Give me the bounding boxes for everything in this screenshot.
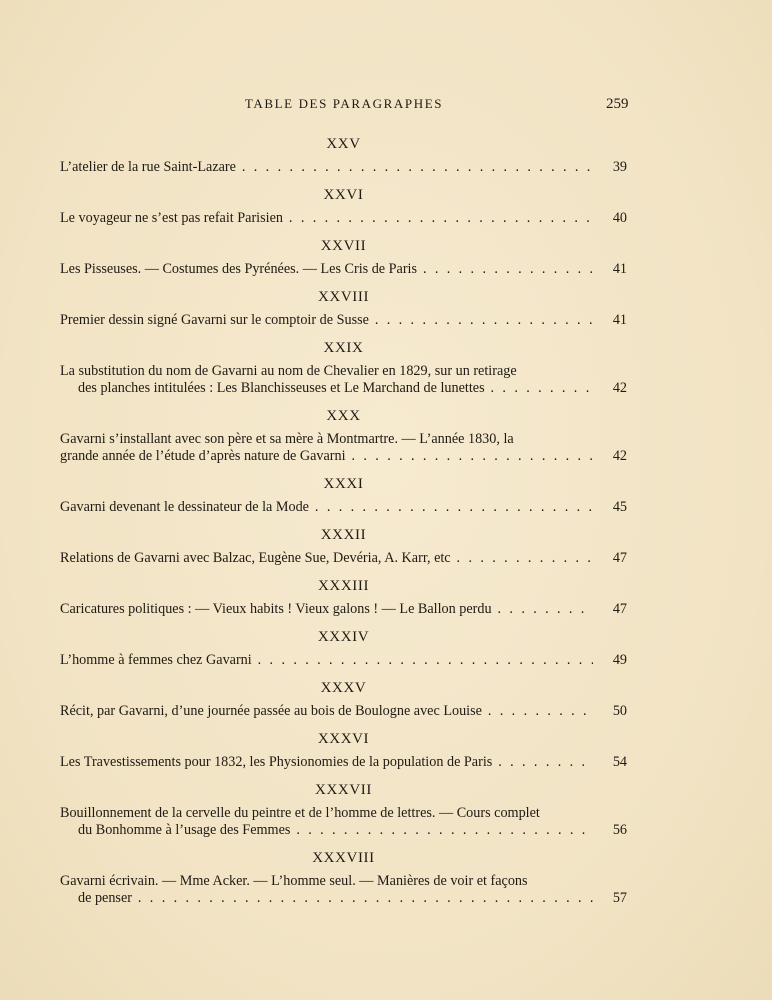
entry-title: Récit, par Gavarni, d’une journée passée au bois de Boulogne avec Louise <box>60 703 482 719</box>
entry-page-number: 41 <box>612 261 627 277</box>
entry-page-number: 50 <box>612 703 627 719</box>
leader-dots <box>290 822 593 838</box>
toc-section <box>60 476 627 516</box>
entry-title: de penser <box>78 890 132 906</box>
entry-page-number: 41 <box>612 312 627 328</box>
toc-section <box>60 850 627 907</box>
leader-dots <box>309 499 593 515</box>
toc-section <box>60 187 627 227</box>
leader-dots <box>236 159 593 175</box>
leader-dots <box>369 312 593 328</box>
toc-entry[interactable] <box>60 601 627 618</box>
section-numeral: XXXI <box>323 476 364 492</box>
entry-title: Les Travestissements pour 1832, les Physionomies de la population de Paris <box>60 754 493 770</box>
toc-section <box>60 527 627 567</box>
toc-entry[interactable] <box>60 652 627 669</box>
section-numeral: XXXVIII <box>312 850 375 866</box>
entry-page-number: 47 <box>612 550 627 566</box>
entry-title: Les Pisseuses. — Costumes des Pyrénées. — Les Cris de Paris <box>60 261 418 277</box>
section-numeral: XXXV <box>320 680 367 696</box>
entry-title-first-line: Bouillonnement de la cervelle du peintre et de l’homme de lettres. — Cours complet <box>60 805 540 821</box>
section-numeral: XXV <box>326 136 361 152</box>
toc-entry[interactable] <box>60 822 627 839</box>
toc-section <box>60 782 627 839</box>
section-numeral: XXVI <box>323 187 364 203</box>
toc-entry[interactable] <box>60 703 627 720</box>
entry-page-number: 47 <box>612 601 627 617</box>
entry-title-first-line: Gavarni écrivain. — Mme Acker. — L’homme seul. — Manières de voir et façons <box>60 873 528 889</box>
entry-title: Premier dessin signé Gavarni sur le comptoir de Susse <box>60 312 369 328</box>
entry-title: Gavarni devenant le dessinateur de la Mode <box>60 499 309 515</box>
running-header <box>0 96 772 116</box>
toc-entry[interactable] <box>60 261 627 278</box>
header-page-number: 259 <box>606 96 629 112</box>
section-numeral: XXVII <box>320 238 367 254</box>
entry-page-number: 40 <box>612 210 627 226</box>
toc-section <box>60 408 627 465</box>
toc-entry[interactable] <box>60 210 627 227</box>
leader-dots <box>492 601 593 617</box>
leader-dots <box>346 448 593 464</box>
entry-page-number: 45 <box>612 499 627 515</box>
section-numeral: XXIX <box>323 340 364 356</box>
leader-dots <box>252 652 593 668</box>
toc-entry[interactable] <box>60 550 627 567</box>
section-numeral: XXXIII <box>317 578 370 594</box>
section-numeral: XXVIII <box>317 289 370 305</box>
toc-section <box>60 578 627 618</box>
section-numeral: XXXIV <box>317 629 370 645</box>
toc-section <box>60 731 627 771</box>
entry-page-number: 39 <box>612 159 627 175</box>
entry-title: Le voyageur ne s’est pas refait Parisien <box>60 210 283 226</box>
entry-title: grande année de l’étude d’après nature de Gavarni <box>60 448 346 464</box>
toc-section <box>60 340 627 397</box>
leader-dots <box>451 550 593 566</box>
entry-page-number: 42 <box>612 448 627 464</box>
toc-section <box>60 629 627 669</box>
toc-entry[interactable] <box>60 499 627 516</box>
table-of-paragraphs <box>60 136 627 918</box>
toc-entry[interactable] <box>60 448 627 465</box>
section-numeral: XXXVII <box>315 782 372 798</box>
section-numeral: XXXII <box>320 527 367 543</box>
entry-title: du Bonhomme à l’usage des Femmes <box>78 822 291 838</box>
entry-title: Relations de Gavarni avec Balzac, Eugène Sue, Devéria, A. Karr, etc <box>60 550 451 566</box>
toc-section <box>60 136 627 176</box>
toc-section <box>60 289 627 329</box>
entry-title: Caricatures politiques : — Vieux habits ! Vieux galons ! — Le Ballon perdu <box>60 601 492 617</box>
section-numeral: XXX <box>326 408 361 424</box>
entry-title: L’atelier de la rue Saint-Lazare <box>60 159 236 175</box>
entry-page-number: 56 <box>612 822 627 838</box>
entry-title-first-line: La substitution du nom de Gavarni au nom de Chevalier en 1829, sur un retirage <box>60 363 517 379</box>
entry-title: L’homme à femmes chez Gavarni <box>60 652 252 668</box>
leader-dots <box>485 380 593 396</box>
toc-entry[interactable] <box>60 312 627 329</box>
entry-page-number: 49 <box>612 652 627 668</box>
toc-entry[interactable] <box>60 890 627 907</box>
toc-section <box>60 238 627 278</box>
header-title: TABLE DES PARAGRAPHES <box>244 96 444 111</box>
leader-dots <box>492 754 593 770</box>
toc-entry[interactable] <box>60 380 627 397</box>
toc-entry[interactable] <box>60 754 627 771</box>
entry-page-number: 42 <box>612 380 627 396</box>
leader-dots <box>417 261 593 277</box>
toc-entry[interactable] <box>60 159 627 176</box>
section-numeral: XXXVI <box>317 731 370 747</box>
entry-title-first-line: Gavarni s’installant avec son père et sa mère à Montmartre. — L’année 1830, la <box>60 431 514 447</box>
leader-dots <box>132 890 593 906</box>
toc-section <box>60 680 627 720</box>
entry-title: des planches intitulées : Les Blanchisseuses et Le Marchand de lunettes <box>78 380 485 396</box>
leader-dots <box>482 703 593 719</box>
leader-dots <box>283 210 593 226</box>
entry-page-number: 57 <box>612 890 627 906</box>
entry-page-number: 54 <box>612 754 627 770</box>
